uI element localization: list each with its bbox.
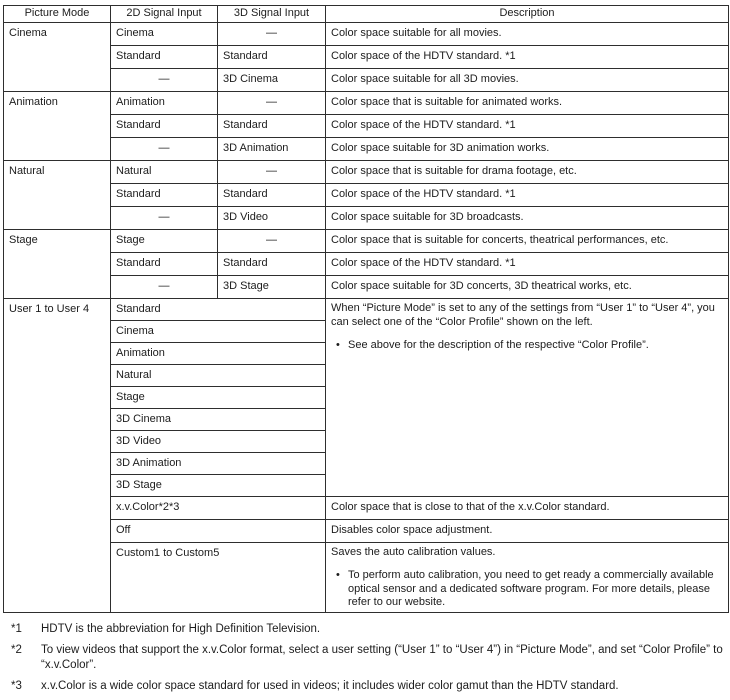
cell-2d-input: Standard [111, 184, 218, 207]
note-text: See above for the description of the respective “Color Profile”. [348, 338, 649, 351]
table-row [4, 46, 729, 69]
table-row [4, 138, 729, 161]
column-header-description: Description [326, 6, 729, 23]
cell-3d-input: 3D Stage [218, 276, 326, 299]
cell-color-profile: 3D Stage [111, 475, 326, 497]
footnote-marker: *2 [11, 644, 22, 657]
table-row [4, 253, 729, 276]
cell-description: Color space suitable for 3D concerts, 3D theatrical works, etc. [326, 276, 729, 299]
footnote-text: HDTV is the abbreviation for High Definition Television. [41, 623, 321, 635]
cell-color-profile: Natural [111, 365, 326, 387]
cell-2d-input: Standard [111, 253, 218, 276]
cell-color-profile: 3D Animation [111, 453, 326, 475]
cell-2d-input: Cinema [111, 23, 218, 46]
cell-2d-input: Standard [111, 46, 218, 69]
footnote-marker: *3 [11, 680, 22, 693]
cell-3d-input: 3D Video [218, 207, 326, 230]
table-row [4, 115, 729, 138]
cell-2d-input: Standard [111, 115, 218, 138]
bullet-icon: • [336, 568, 340, 581]
table-row [4, 543, 729, 613]
cell-2d-input: — [111, 276, 218, 299]
cell-picture-mode-user: User 1 to User 4 [4, 299, 111, 613]
cell-description: Color space of the HDTV standard. *1 [326, 115, 729, 138]
cell-color-profile: 3D Cinema [111, 409, 326, 431]
cell-color-profile: 3D Video [111, 431, 326, 453]
cell-description: Color space of the HDTV standard. *1 [326, 184, 729, 207]
header-row [4, 6, 729, 23]
custom-description: Saves the auto calibration values. [331, 546, 496, 558]
cell-picture-mode-animation: Animation [4, 92, 111, 161]
footnote-text: To view videos that support the x.v.Color format, select a user setting (“User 1” to “User 4”) in “Picture Mode”, and set “Color Profile” to “x.v.Color”. [41, 644, 723, 671]
cell-description: Color space that is suitable for drama footage, etc. [326, 161, 729, 184]
table-row [4, 299, 729, 321]
cell-description: Color space suitable for all 3D movies. [326, 69, 729, 92]
table-row [4, 276, 729, 299]
cell-description: Color space that is suitable for concerts, theatrical performances, etc. [326, 230, 729, 253]
note-text: To perform auto calibration, you need to get ready a commercially available optical sensor and a dedicated software program. For more details, please refer to our website. [348, 568, 714, 609]
footnote-3 [11, 679, 724, 693]
cell-description: Color space that is close to that of the x.v.Color standard. [326, 497, 729, 520]
cell-3d-input: — [218, 23, 326, 46]
cell-3d-input: Standard [218, 115, 326, 138]
cell-description-user-profiles [326, 299, 729, 497]
cell-2d-input: — [111, 138, 218, 161]
cell-description: Disables color space adjustment. [326, 520, 729, 543]
cell-picture-mode-natural: Natural [4, 161, 111, 230]
cell-color-profile: Standard [111, 299, 326, 321]
cell-color-profile: Cinema [111, 321, 326, 343]
cell-3d-input: — [218, 92, 326, 115]
cell-3d-input: Standard [218, 184, 326, 207]
footnote-text: x.v.Color is a wide color space standard for used in videos; it includes wider color gamut than the HDTV standard. [41, 680, 619, 693]
table-row [4, 161, 729, 184]
cell-2d-input: Natural [111, 161, 218, 184]
table-row [4, 69, 729, 92]
bullet-icon: • [336, 338, 340, 351]
footnotes [3, 622, 728, 694]
note-line [331, 339, 723, 353]
cell-3d-input: 3D Cinema [218, 69, 326, 92]
user-profiles-description: When “Picture Mode” is set to any of the settings from “User 1” to “User 4”, you can select one of the “Color Profile” shown on the left. [331, 302, 715, 328]
column-header-picture-mode: Picture Mode [4, 6, 111, 23]
cell-description: Color space suitable for 3D animation works. [326, 138, 729, 161]
table-row [4, 520, 729, 543]
cell-description: Color space of the HDTV standard. *1 [326, 253, 729, 276]
footnote-1 [11, 622, 724, 636]
cell-color-profile-custom: Custom1 to Custom5 [111, 543, 326, 613]
cell-picture-mode-cinema: Cinema [4, 23, 111, 92]
cell-2d-input: — [111, 69, 218, 92]
footnote-marker: *1 [11, 623, 22, 635]
column-header-2d-signal-input: 2D Signal Input [111, 6, 218, 23]
table-row [4, 184, 729, 207]
cell-3d-input: — [218, 230, 326, 253]
cell-color-profile: Stage [111, 387, 326, 409]
cell-description: Color space of the HDTV standard. *1 [326, 46, 729, 69]
cell-color-profile-off: Off [111, 520, 326, 543]
column-header-3d-signal-input: 3D Signal Input [218, 6, 326, 23]
cell-2d-input: — [111, 207, 218, 230]
cell-description: Color space that is suitable for animated works. [326, 92, 729, 115]
cell-color-profile: Animation [111, 343, 326, 365]
cell-3d-input: Standard [218, 46, 326, 69]
table-row [4, 92, 729, 115]
color-profile-table [3, 5, 729, 613]
cell-description: Color space suitable for 3D broadcasts. [326, 207, 729, 230]
cell-description: Color space suitable for all movies. [326, 23, 729, 46]
cell-3d-input: Standard [218, 253, 326, 276]
cell-description-custom [326, 543, 729, 613]
note-line [331, 569, 723, 610]
cell-2d-input: Stage [111, 230, 218, 253]
footnote-2 [11, 643, 724, 672]
cell-picture-mode-stage: Stage [4, 230, 111, 299]
table-row [4, 497, 729, 520]
table-row [4, 230, 729, 253]
table-row [4, 207, 729, 230]
cell-3d-input: 3D Animation [218, 138, 326, 161]
table-row [4, 23, 729, 46]
cell-3d-input: — [218, 161, 326, 184]
cell-color-profile-xvcolor: x.v.Color*2*3 [111, 497, 326, 520]
cell-2d-input: Animation [111, 92, 218, 115]
